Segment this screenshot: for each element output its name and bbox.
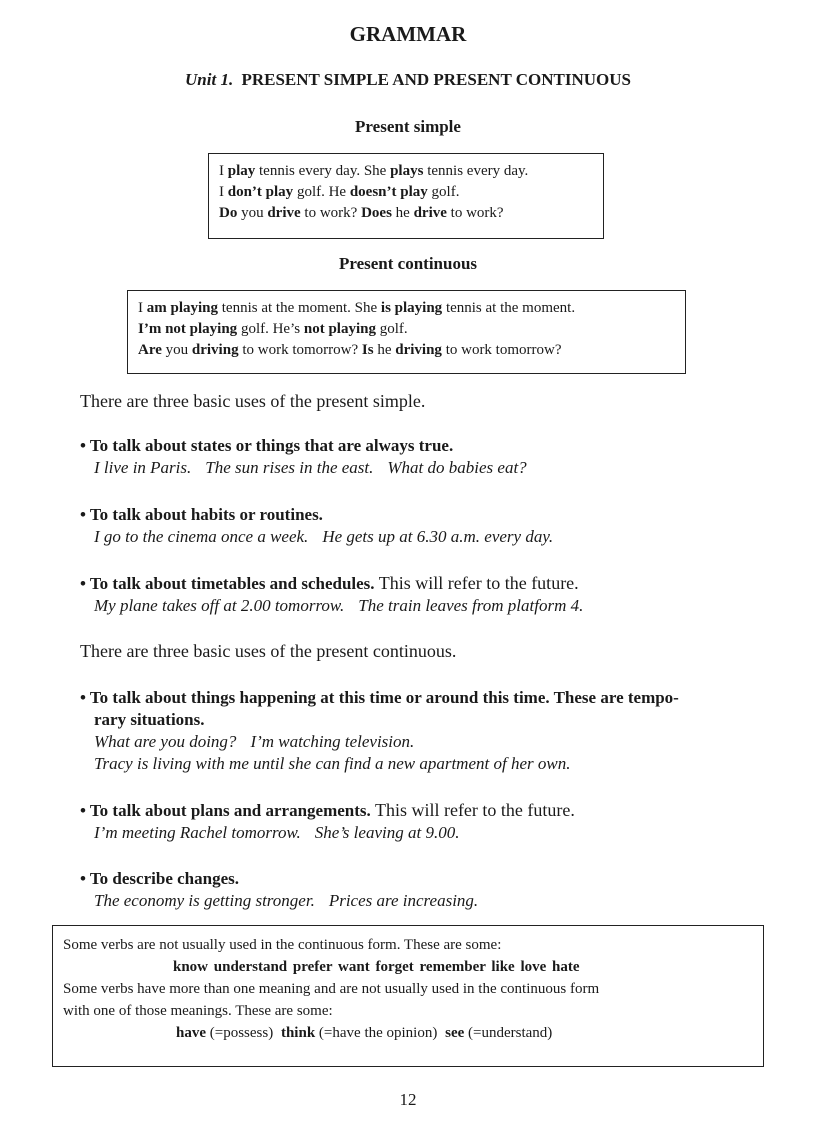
unit-title: PRESENT SIMPLE AND PRESENT CONTINUOUS bbox=[241, 70, 631, 89]
verb-gloss: (=understand) bbox=[464, 1025, 553, 1041]
sentence-text: to work? bbox=[300, 205, 362, 221]
example: I’m meeting Rachel tomorrow. bbox=[94, 823, 301, 842]
example-sentence bbox=[219, 161, 603, 182]
verb-form: doesn’t play bbox=[349, 184, 428, 200]
bullet-icon: • bbox=[80, 801, 86, 820]
sentence-text: golf. He bbox=[293, 184, 350, 200]
sentence-text: golf. He’s bbox=[237, 321, 304, 337]
use-heading: To talk about things happening at this time or around this time. These are tempo- bbox=[89, 688, 679, 707]
example: I live in Paris. bbox=[94, 458, 192, 477]
verb-form: Are bbox=[138, 342, 162, 358]
verb-form: don’t play bbox=[227, 184, 294, 200]
verb-form: driving bbox=[191, 342, 239, 358]
verb-gloss: (=possess) bbox=[206, 1025, 274, 1041]
sentence-text: I bbox=[138, 300, 147, 316]
sentence-text: to work tomorrow? bbox=[238, 342, 362, 358]
note-line: Some verbs have more than one meaning and are not usually used in the continuous form bbox=[63, 981, 600, 997]
use-heading: To talk about plans and arrangements. bbox=[89, 801, 371, 820]
example: What are you doing? bbox=[94, 732, 237, 751]
verb-form: is playing bbox=[380, 300, 443, 316]
verb-meanings bbox=[63, 1022, 763, 1044]
bullet-icon: • bbox=[80, 688, 86, 707]
sentence-text: I bbox=[219, 163, 228, 179]
example: My plane takes off at 2.00 tomorrow. bbox=[94, 596, 345, 615]
present-continuous-heading: Present continuous bbox=[338, 254, 478, 273]
sentence-text: I bbox=[219, 184, 228, 200]
sentence-text: tennis at the moment. She bbox=[218, 300, 381, 316]
sentence-text: tennis at the moment. bbox=[442, 300, 576, 316]
sentence-text: to work? bbox=[446, 205, 504, 221]
unit-label: Unit 1. bbox=[185, 70, 234, 89]
verb-form: am playing bbox=[146, 300, 219, 316]
verb-form: play bbox=[227, 163, 256, 179]
page-number: 12 bbox=[399, 1090, 417, 1109]
use-note: This will refer to the future. bbox=[370, 800, 575, 820]
example-sentence bbox=[138, 319, 685, 340]
verb-form: Does bbox=[361, 205, 392, 221]
sentence-text: you bbox=[161, 342, 192, 358]
use-note: This will refer to the future. bbox=[374, 573, 579, 593]
sentence-text: tennis every day. bbox=[423, 163, 529, 179]
verb-form: drive bbox=[267, 205, 301, 221]
verb-gloss: (=have the opinion) bbox=[315, 1025, 438, 1041]
note-line: Some verbs are not usually used in the continuous form. These are some: bbox=[63, 937, 502, 953]
example: Prices are increasing. bbox=[328, 891, 479, 910]
simple-use-1 bbox=[80, 435, 527, 479]
use-heading: To talk about timetables and schedules. bbox=[89, 574, 375, 593]
present-continuous-intro: There are three basic uses of the present continuous. bbox=[80, 641, 457, 661]
example: I’m watching television. bbox=[250, 732, 415, 751]
simple-use-3 bbox=[80, 572, 583, 617]
present-simple-intro: There are three basic uses of the present simple. bbox=[80, 391, 426, 411]
example-sentence bbox=[219, 203, 603, 224]
verb-form: driving bbox=[395, 342, 442, 358]
continuous-use-3 bbox=[80, 868, 478, 912]
verb-form: plays bbox=[390, 163, 424, 179]
present-simple-heading: Present simple bbox=[355, 117, 461, 136]
note-box bbox=[52, 925, 764, 1067]
note-line: with one of those meanings. These are some: bbox=[63, 1003, 333, 1019]
sentence-text: golf. bbox=[375, 321, 408, 337]
present-continuous-box bbox=[127, 290, 686, 374]
bullet-icon: • bbox=[80, 869, 86, 888]
use-heading: To describe changes. bbox=[89, 869, 239, 888]
page-title: GRAMMAR bbox=[349, 22, 467, 46]
verb: see bbox=[445, 1025, 465, 1041]
example: What do babies eat? bbox=[387, 458, 527, 477]
verb-form: I’m not playing bbox=[138, 321, 238, 337]
stative-verbs-list: know understand prefer want forget remember like love hate bbox=[173, 959, 580, 975]
example-sentence bbox=[219, 182, 603, 203]
example: The train leaves from platform 4. bbox=[358, 596, 584, 615]
use-heading-cont: rary situations. bbox=[94, 710, 205, 729]
sentence-text: to work tomorrow? bbox=[441, 342, 562, 358]
unit-heading bbox=[0, 70, 816, 90]
verb-form: Do bbox=[219, 205, 238, 221]
continuous-use-2 bbox=[80, 799, 575, 844]
sentence-text: tennis every day. She bbox=[255, 163, 391, 179]
example-sentence bbox=[138, 298, 685, 319]
sentence-text: you bbox=[237, 205, 268, 221]
example: The sun rises in the east. bbox=[205, 458, 374, 477]
example: He gets up at 6.30 a.m. every day. bbox=[322, 527, 554, 546]
present-simple-box bbox=[208, 153, 604, 239]
bullet-icon: • bbox=[80, 436, 86, 455]
sentence-text: he bbox=[373, 342, 396, 358]
sentence-text: golf. bbox=[427, 184, 460, 200]
verb: have bbox=[176, 1025, 206, 1041]
example-sentence bbox=[138, 340, 685, 361]
use-heading: To talk about habits or routines. bbox=[89, 505, 323, 524]
bullet-icon: • bbox=[80, 505, 86, 524]
use-heading: To talk about states or things that are always true. bbox=[89, 436, 454, 455]
example: The economy is getting stronger. bbox=[94, 891, 315, 910]
verb-form: drive bbox=[413, 205, 447, 221]
simple-use-2 bbox=[80, 504, 553, 548]
verb-form: not playing bbox=[303, 321, 376, 337]
example: She’s leaving at 9.00. bbox=[314, 823, 460, 842]
bullet-icon: • bbox=[80, 574, 86, 593]
sentence-text: he bbox=[391, 205, 414, 221]
verb: think bbox=[280, 1025, 316, 1041]
verb-form: Is bbox=[361, 342, 374, 358]
example: Tracy is living with me until she can find a new apartment of her own. bbox=[94, 754, 571, 773]
continuous-use-1 bbox=[80, 687, 679, 775]
example: I go to the cinema once a week. bbox=[94, 527, 309, 546]
